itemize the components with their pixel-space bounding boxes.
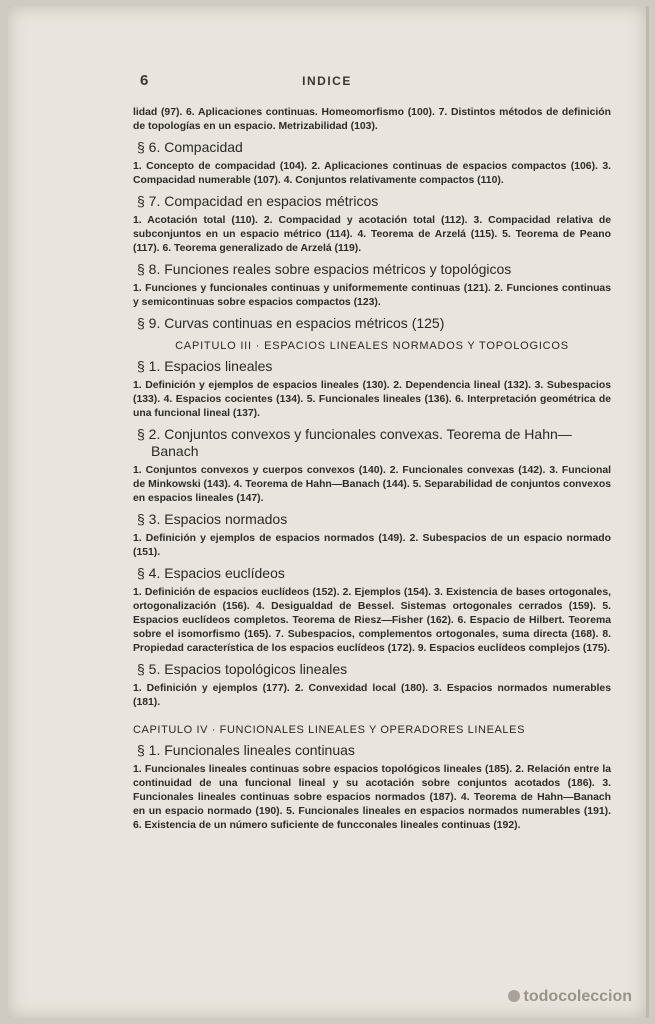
- chapter-heading: CAPITULO IV · FUNCIONALES LINEALES Y OPERADORES LINEALES: [133, 724, 526, 736]
- section-heading: § 1. Funcionales lineales continuas: [137, 742, 355, 758]
- entry-paragraph: 1. Definición y ejemplos de espacios normados (149). 2. Subespacios de un espacio normado (151).: [133, 533, 611, 558]
- entry-paragraph: 1. Concepto de compacidad (104). 2. Aplicaciones continuas de espacios compactos (106). 3. Compacidad numerable (107). 4. Conjuntos relativamente compactos (110).: [133, 161, 611, 186]
- entry-paragraph: 1. Funcionales lineales continuas sobre espacios topológicos lineales (185). 2. Relación entre la continuidad de una funcional lineal y su acotación sobre conjuntos acotados (186). 3. Funcionales lineales continuas sobre espacios normados (187). 4. Teorema de Hahn—Banach en un espacio normado (190). 5. Funcionales lineales en espacios normados numerables (191). 6. Existencia de un número suficiente de funcconales lineales continuas (192).: [133, 764, 611, 831]
- page-number: 6: [140, 72, 149, 89]
- section-heading: § 1. Espacios lineales: [137, 358, 273, 374]
- section-heading: § 4. Espacios euclídeos: [137, 565, 285, 581]
- watermark-text: todocoleccion: [523, 988, 632, 1005]
- table-of-contents: [133, 106, 611, 838]
- section-heading: § 9. Curvas continuas en espacios métricos (125): [137, 315, 445, 331]
- entry-paragraph: lidad (97). 6. Aplicaciones continuas. Homeomorfismo (100). 7. Distintos métodos de definición de topologías en un espacio. Metrizabilidad (103).: [133, 107, 611, 132]
- page-header: [8, 72, 646, 92]
- book-page: [8, 6, 649, 1018]
- entry-paragraph: 1. Definición y ejemplos (177). 2. Convexidad local (180). 3. Espacios normados numerables (181).: [133, 683, 611, 708]
- section-heading: § 5. Espacios topológicos lineales: [137, 661, 348, 677]
- section-heading: § 7. Compacidad en espacios métricos: [137, 193, 379, 209]
- section-heading: § 3. Espacios normados: [137, 511, 288, 527]
- entry-paragraph: 1. Conjuntos convexos y cuerpos convexos (140). 2. Funcionales convexas (142). 3. Funcional de Minkowski (143). 4. Teorema de Hahn—Banach (144). 5. Separabilidad de conjuntos convexos en espacios lineales (147).: [133, 465, 611, 504]
- entry-paragraph: 1. Definición de espacios euclídeos (152). 2. Ejemplos (154). 3. Existencia de bases ortogonales, ortogonalización (156). 4. Desigualdad de Bessel. Sistemas ortogonales cerrados (159). 5. Espacios euclídeos completos. Teorema de Riesz—Fisher (162). 6. Espacio de Hilbert. Teorema sobre el isomorfismo (165). 7. Subespacios, complementos ortogonales, suma directa (168). 8. Propiedad característica de los espacios euclídeos (172). 9. Espacios euclídeos complejos (175).: [133, 587, 611, 654]
- section-heading: § 6. Compacidad: [137, 139, 243, 155]
- running-title: INDICE: [302, 74, 352, 88]
- chapter-heading: CAPITULO III · ESPACIOS LINEALES NORMADOS Y TOPOLOGICOS: [175, 340, 569, 352]
- entry-paragraph: 1. Definición y ejemplos de espacios lineales (130). 2. Dependencia lineal (132). 3. Subespacios (133). 4. Espacios cocientes (134). 5. Funcionales lineales (136). 6. Interpretación geométrica de una funcional lineal (137).: [133, 380, 611, 419]
- section-heading: § 2. Conjuntos convexos y funcionales convexas. Teorema de Hahn—Banach: [137, 426, 572, 459]
- section-heading: § 8. Funciones reales sobre espacios métricos y topológicos: [137, 261, 512, 277]
- entry-paragraph: 1. Acotación total (110). 2. Compacidad y acotación total (112). 3. Compacidad relativa de subconjuntos en un espacio métrico (114). 4. Teorema de Arzelá (115). 5. Teorema de Peano (117). 6. Teorema generalizado de Arzelá (119).: [133, 215, 611, 254]
- watermark-logo-icon: [508, 990, 520, 1002]
- watermark: [508, 988, 632, 1006]
- entry-paragraph: 1. Funciones y funcionales continuas y uniformemente continuas (121). 2. Funciones continuas y semicontinuas sobre espacios compactos (123).: [133, 283, 611, 308]
